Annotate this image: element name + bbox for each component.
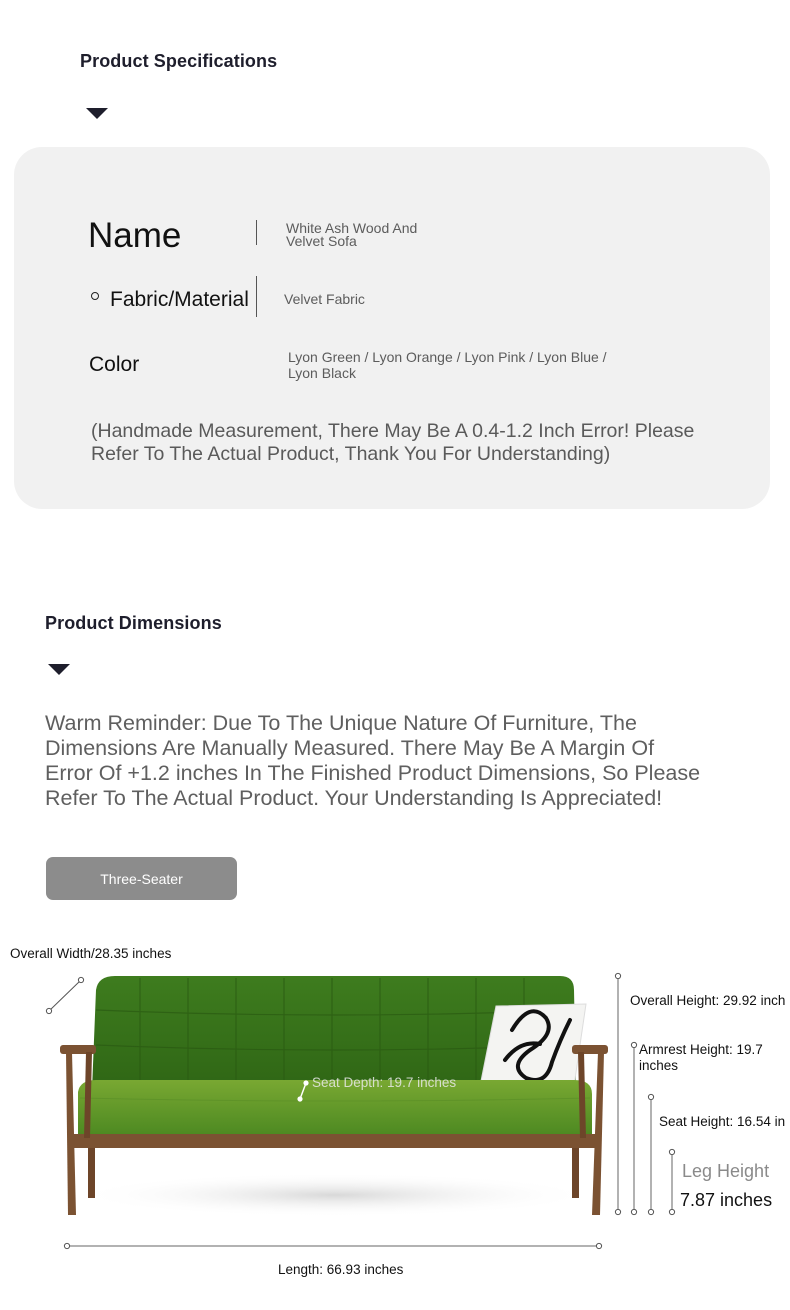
measurement-note: (Handmade Measurement, There May Be A 0.4-1.2 Inch Error! Please Refer To The Actual Product, Thank You For Understanding) [91, 420, 695, 465]
length-label: Length: 66.93 inches [278, 1262, 404, 1277]
overall-height-label: Overall Height: 29.92 inch [630, 993, 786, 1008]
bullet-circle-icon [91, 292, 99, 300]
caret-down-icon[interactable] [86, 108, 108, 119]
overall-width-label: Overall Width/28.35 inches [10, 946, 172, 961]
sofa-leg [572, 1140, 579, 1198]
sofa-frame-rail [72, 1134, 598, 1148]
divider [256, 276, 257, 317]
sofa-front-leg [66, 1052, 76, 1215]
dimensions-title: Product Dimensions [45, 613, 222, 633]
sofa-leg [88, 1140, 95, 1198]
spec-label-color: Color [89, 353, 140, 376]
sofa-front-leg [592, 1052, 604, 1215]
marker-dot [78, 977, 83, 982]
spec-label-name: Name [88, 216, 182, 255]
marker-dot [46, 1008, 51, 1013]
leg-height-value: 7.87 inches [680, 1190, 773, 1210]
divider [256, 220, 257, 245]
caret-down-icon[interactable] [48, 664, 70, 675]
marker-dot [303, 1080, 308, 1085]
leg-height-label: Leg Height [682, 1161, 770, 1181]
spec-label-material: Fabric/Material [110, 288, 249, 311]
spec-value-material: Velvet Fabric [284, 291, 365, 307]
seat-depth-label: Seat Depth: 19.7 inches [312, 1075, 457, 1090]
spec-value-name: White Ash Wood And Velvet Sofa [286, 220, 418, 249]
width-marker [49, 980, 81, 1011]
warm-reminder: Warm Reminder: Due To The Unique Nature Of Furniture, The Dimensions Are Manually Measured. There May Be A Margin Of Error Of +1.2 inches In The Finished Product Dimensions, So Please Refer To The Actual Product. Your Understanding Is Appreciated! [45, 711, 701, 810]
spec-value-color: Lyon Green / Lyon Orange / Lyon Pink / Lyon Blue / Lyon Black [288, 349, 607, 381]
armrest-height-label: Armrest Height: 19.7 inches [639, 1042, 763, 1073]
three-seater-button[interactable]: Three-Seater [46, 857, 237, 900]
specifications-title: Product Specifications [80, 51, 278, 71]
marker-dot [297, 1096, 302, 1101]
floor-shadow [75, 1173, 595, 1217]
seat-height-label: Seat Height: 16.54 in [659, 1114, 786, 1129]
